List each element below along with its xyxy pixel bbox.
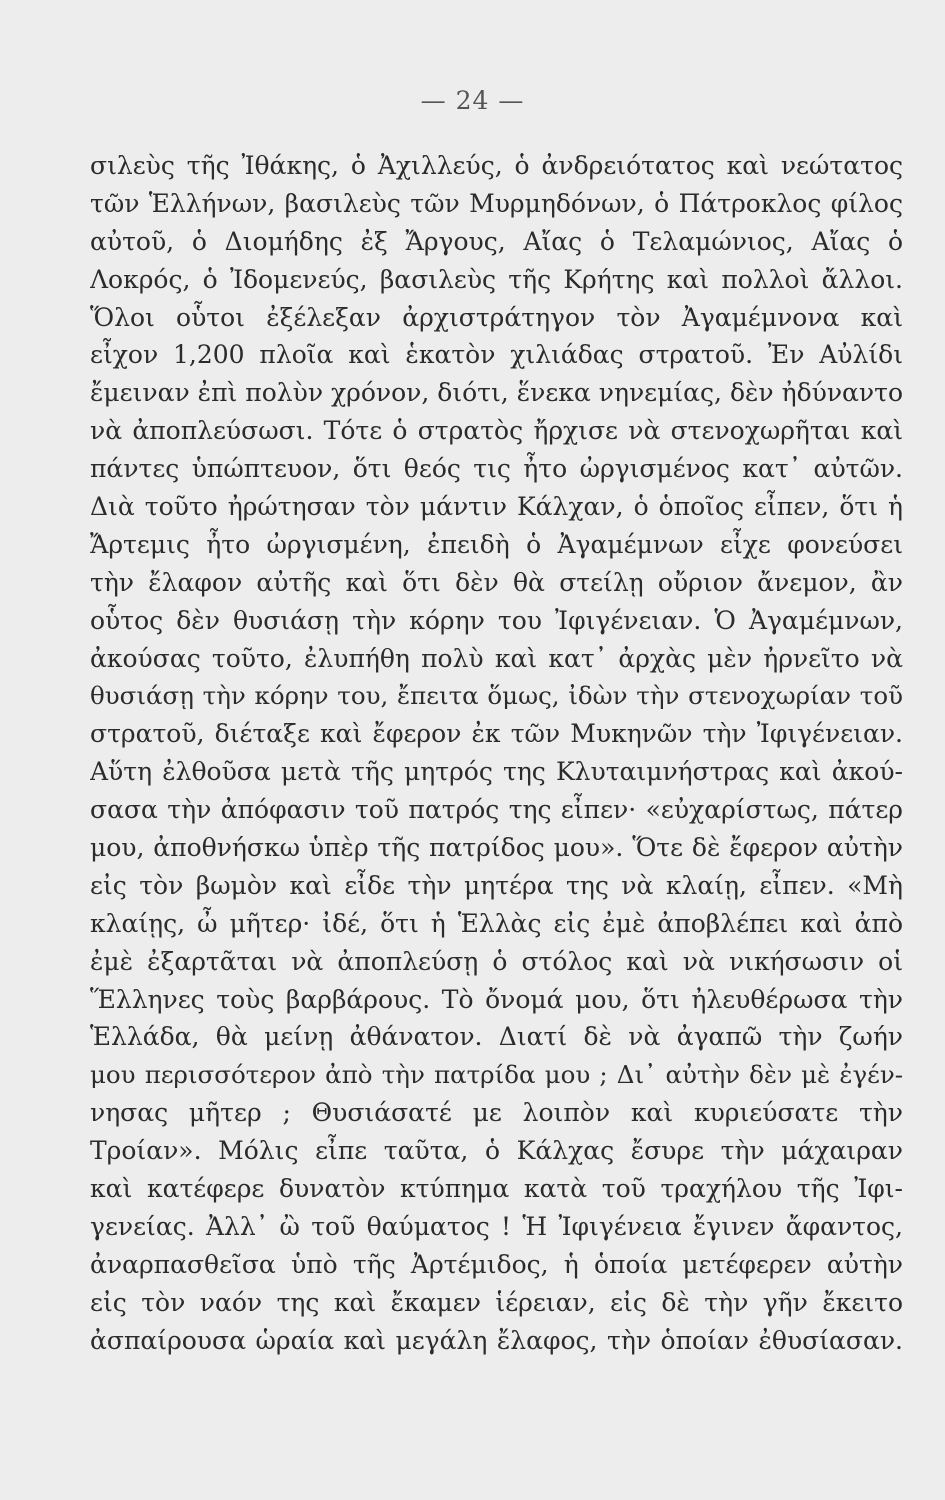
text-line: Ἄρτεμις ἦτο ὠργισμένη, ἐπειδὴ ὁ Ἀγαμέμνων εἶχε φονεύσει <box>90 529 903 559</box>
text-line: τὴν ἔλαφον αὐτῆς καὶ ὅτι δὲν θὰ στείλῃ οὔριον ἄνεμον, ἂν <box>90 567 903 597</box>
text-line: Αὕτη ἐλθοῦσα μετὰ τῆς μητρός της Κλυταιμνήστρας καὶ ἀκού- <box>90 757 903 787</box>
text-line: ἀναρπασθεῖσα ὑπὸ τῆς Ἀρτέμιδος, ἡ ὁποία μετέφερεν αὐτὴν <box>90 1249 903 1279</box>
text-line: στρατοῦ, διέταξε καὶ ἔφερον ἐκ τῶν Μυκηνῶν τὴν Ἰφιγένειαν. <box>90 719 903 749</box>
text-line: νὰ ἀποπλεύσωσι. Τότε ὁ στρατὸς ἤρχισε νὰ στενοχωρῆται καὶ <box>90 416 903 446</box>
text-line: εἰς τὸν βωμὸν καὶ εἶδε τὴν μητέρα της νὰ κλαίῃ, εἶπεν. «Μὴ <box>90 870 903 900</box>
text-line: ἔμειναν ἐπὶ πολὺν χρόνον, διότι, ἕνεκα νηνεμίας, δὲν ἠδύναντο <box>90 378 903 408</box>
text-line: Λοκρός, ὁ Ἰδομενεύς, βασιλεὺς τῆς Κρήτης καὶ πολλοὶ ἄλλοι. <box>90 264 903 294</box>
text-line: αὐτοῦ, ὁ Διομήδης ἐξ Ἄργους, Αἴας ὁ Τελαμώνιος, Αἴας ὁ <box>90 226 903 256</box>
text-line: νησας μῆτερ ; Θυσιάσατέ με λοιπὸν καὶ κυριεύσατε τὴν <box>90 1098 903 1128</box>
text-line: πάντες ὑπώπτευον, ὅτι θεός τις ἦτο ὠργισμένος κατ᾽ αὐτῶν. <box>90 454 903 484</box>
text-line: σιλεὺς τῆς Ἰθάκης, ὁ Ἀχιλλεύς, ὁ ἀνδρειότατος καὶ νεώτατος <box>90 151 903 180</box>
body-text <box>90 147 903 1360</box>
text-line: Ἑλλάδα, θὰ μείνῃ ἀθάνατον. Διατί δὲ νὰ ἀγαπῶ τὴν ζωήν <box>90 1022 903 1052</box>
text-line: εἶχον 1,200 πλοῖα καὶ ἑκατὸν χιλιάδας στρατοῦ. Ἐν Αὐλίδι <box>90 340 903 370</box>
text-line: Ἕλληνες τοὺς βαρβάρους. Τὸ ὄνομά μου, ὅτι ἠλευθέρωσα τὴν <box>90 984 903 1014</box>
text-line: εἰς τὸν ναόν της καὶ ἔκαμεν ἱέρειαν, εἰς δὲ τὴν γῆν ἔκειτο <box>90 1287 903 1317</box>
text-line: γενείας. Ἀλλ᾽ ὢ τοῦ θαύματος ! Ἡ Ἰφιγένεια ἔγινεν ἄφαντος, <box>90 1211 903 1241</box>
text-line: ἀσπαίρουσα ὡραία καὶ μεγάλη ἔλαφος, τὴν ὁποίαν ἐθυσίασαν. <box>90 1325 903 1355</box>
text-line: σασα τὴν ἀπόφασιν τοῦ πατρός της εἶπεν· «εὐχαρίστως, πάτερ <box>90 795 903 825</box>
text-line: ἐμὲ ἐξαρτᾶται νὰ ἀποπλεύσῃ ὁ στόλος καὶ νὰ νικήσωσιν οἱ <box>90 946 903 976</box>
text-line: οὗτος δὲν θυσιάσῃ τὴν κόρην του Ἰφιγένειαν. Ὁ Ἀγαμέμνων, <box>90 605 903 635</box>
page-number-header: — 24 — <box>420 86 525 115</box>
text-line: ἀκούσας τοῦτο, ἐλυπήθη πολὺ καὶ κατ᾽ ἀρχὰς μὲν ἠρνεῖτο νὰ <box>90 643 903 673</box>
text-line: καὶ κατέφερε δυνατὸν κτύπημα κατὰ τοῦ τραχήλου τῆς Ἰφι- <box>90 1174 903 1204</box>
text-line: μου, ἀποθνήσκω ὑπὲρ τῆς πατρίδος μου». Ὅτε δὲ ἔφερον αὐτὴν <box>90 833 903 863</box>
text-line: Διὰ τοῦτο ἠρώτησαν τὸν μάντιν Κάλχαν, ὁ ὁποῖος εἶπεν, ὅτι ἡ <box>90 492 903 522</box>
text-line: Τροίαν». Μόλις εἶπε ταῦτα, ὁ Κάλχας ἔσυρε τὴν μάχαιραν <box>90 1136 903 1166</box>
text-line: θυσιάσῃ τὴν κόρην του, ἔπειτα ὅμως, ἰδὼν τὴν στενοχωρίαν τοῦ <box>90 681 903 711</box>
text-line: τῶν Ἑλλήνων, βασιλεὺς τῶν Μυρμηδόνων, ὁ Πάτροκλος φίλος <box>90 188 903 218</box>
text-line: μου περισσότερον ἀπὸ τὴν πατρίδα μου ; Δι᾽ αὐτὴν δὲν μὲ ἐγέν- <box>90 1060 903 1090</box>
text-line: κλαίῃς, ὦ μῆτερ· ἰδέ, ὅτι ἡ Ἑλλὰς εἰς ἐμὲ ἀποβλέπει καὶ ἀπὸ <box>90 908 903 938</box>
text-line: Ὅλοι οὗτοι ἐξέλεξαν ἀρχιστράτηγον τὸν Ἀγαμέμνονα καὶ <box>90 302 903 332</box>
